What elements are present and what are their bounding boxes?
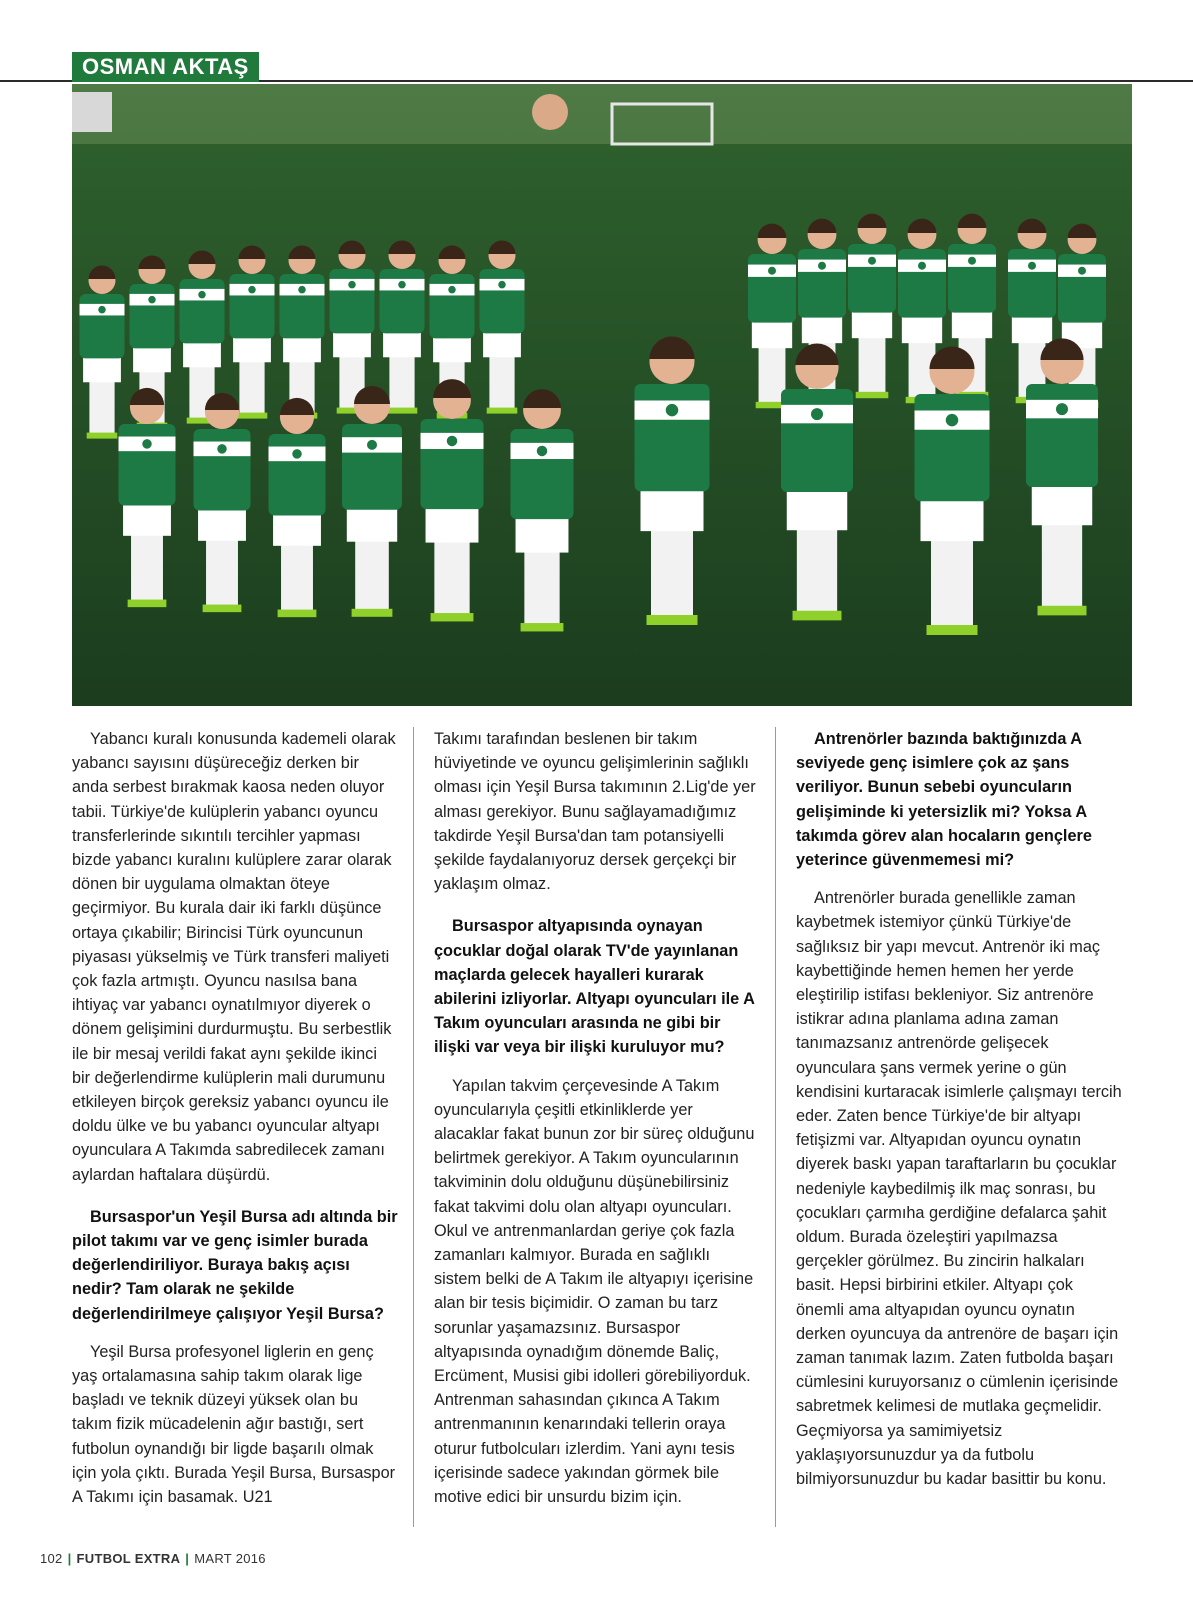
column-divider bbox=[775, 727, 776, 1527]
paragraph: Yeşil Bursa profesyonel liglerin en genç yaş ortalamasına sahip takım olarak lige başladı ve teknik düzeyi yüksek olan bu takım fizik mücadelenin ağır bastığı, sert futbolun oynandığı bir ligde başarılı olmak için yola çıktı. Burada Yeşil Bursa, Bursaspor A Takımı için basamak. U21 bbox=[72, 1342, 396, 1507]
issue-date: MART 2016 bbox=[194, 1551, 266, 1566]
paragraph: Yapılan takvim çerçevesinde A Takım oyuncularıyla çeşitli etkinliklerde yer alacaklar fakat bunun zor bir süreç olduğunu belirtmek gerekiyor. A Takım oyuncularının takviminin dolu olduğunu düşünebilirsiniz fakat takvimi dolu olan altyapı oyuncuları. Okul ve antrenmanlardan geriye çok fazla zamanları kalmıyor. Burada en sağlıklı sistem belki de A Takım ile altyapıyı içerisine alan bir tesis biçimidir. O zaman bu tarz sorunlar yaşamazsınız. Bursaspor altyapısında oynadığım dönemde Baliç, Ercüment, Musisi gibi idolleri görebiliyorduk. Antrenman sahasından çıkınca A Takım antrenmanının kenarındaki tellerin oraya oturur futbolcuları izlerdim. Yani aynı tesis içerisinde sadece yakından görmek bile motive edici bir unsurdu bizim için. bbox=[434, 1076, 755, 1507]
column-2 bbox=[434, 727, 760, 1523]
column-1 bbox=[72, 727, 398, 1523]
interview-question: Bursaspor'un Yeşil Bursa adı altında bir pilot takımı var ve genç isimler burada değerlendiriliyor. Buraya bakış açısı nedir? Tam olarak ne şekilde değerlendirilmeye çalışıyor Yeşil Bursa? bbox=[72, 1207, 398, 1323]
team-photo-illustration bbox=[72, 84, 1132, 706]
page-footer: 102 | FUTBOL EXTRA | MART 2016 bbox=[40, 1551, 266, 1566]
interview-question: Bursaspor altyapısında oynayan çocuklar doğal olarak TV'de yayınlanan maçlarda gelecek hayalleri kurarak abilerini izliyorlar. Altyapı oyuncuları ile A Takım oyuncuları arasında ne gibi bir ilişki var veya bir ilişki kuruluyor mu? bbox=[434, 917, 755, 1057]
page-number: 102 bbox=[40, 1551, 63, 1566]
team-photo bbox=[72, 84, 1132, 706]
paragraph: Takımı tarafından beslenen bir takım hüviyetinde ve oyuncu gelişimlerinin sağlıklı olması için Yeşil Bursa takımının 2.Lig'de yer alması gerekiyor. Bunu sağlayamadığımız takdirde Yeşil Bursa'dan tam potansiyelli şekilde faydalanıyoruz dersek gerçekçi bir yaklaşım olmaz. bbox=[434, 730, 756, 894]
column-3 bbox=[796, 727, 1122, 1505]
paragraph: Antrenörler burada genellikle zaman kaybetmek istemiyor çünkü Türkiye'de sağlıksız bir yapı mevcut. Antrenör iki maç kaybettiğinde hemen hemen her yerde eleştirilip istifası bekleniyor. Siz antrenöre istikrar adına planlama adına zaman tanımazsanız antrenörde gelişecek oyunculara şans vermek yerine o gün kendisini kurtaracak isimlerle çalışmayı tercih eder. Zaten bence Türkiye'de bir altyapı fetişizmi var. Altyapıdan oyuncu oynatın diyerek baskı yapan taraftarların bu çocuklar nedeniyle kaybedilmiş ilk maç sonrası, bu çocukları çarmıha gerdiğine defalarca şahit oldum. Burada özeleştiri yapılmazsa gerçekler görülmez. Bu zincirin halkaları basit. Hepsi birbirini etkiler. Altyapı çok önemli ama altyapıdan oyuncu oynatın derken oyuncuya da antrenöre de başarı için zaman tanımak lazım. Zaten futbolda başarı cümlesini kuruyorsanız o cümlenin içerisinde sabretmek kelimesi de mutlaka geçmelidir. Geçmiyorsa ya samimiyetsiz yaklaşıyorsunuzdur ya da futbolu bilmiyorsunuzdur bu kadar basittir bu konu. bbox=[796, 889, 1122, 1489]
publication-name: FUTBOL EXTRA bbox=[76, 1551, 181, 1566]
interview-question: Antrenörler bazında baktığınızda A seviyede genç isimlere çok az şans veriliyor. Bunun sebebi oyuncuların gelişiminde ki yetersizlik mi? Yoksa A takımda görev alan hocaların gençlere yeterince güvenmemesi mi? bbox=[796, 730, 1092, 870]
column-divider bbox=[413, 727, 414, 1527]
paragraph: Yabancı kuralı konusunda kademeli olarak yabancı sayısını düşüreceğiz derken bir anda serbest bırakmak kaosa neden oluyor tabii. Türkiye'de kulüplerin yabancı oyuncu transferlerinde sıkıntılı tercihler yapması bizde yabancı kuralını kulüplere zarar olarak dönen bir uygulama olmaktan öteye geçirmiyor. Bu kurala dair iki farklı düşünce ortaya çıkabilir; Birincisi Türk oyuncunun piyasası yükselmiş ve Türk transferi maliyeti çok fazla artmıştı. Oyuncu nasılsa bana ihtiyaç var yabancı oynatılmıyor diyerek o dönem gelişimini durdurmuştu. Bu serbestlik ile bir mesaj verildi fakat aynı şekilde ikinci bir değerlendirme kulüplerin mali durumunu etkileyen birçok gereksiz yabancı oyuncu ile doldu ülke ve bu yabancı oyuncular altyapı oyunculara A Takımda sabredilecek zamanı aylardan haftalara düşürdü. bbox=[72, 730, 396, 1184]
author-tag: OSMAN AKTAŞ bbox=[72, 52, 259, 82]
